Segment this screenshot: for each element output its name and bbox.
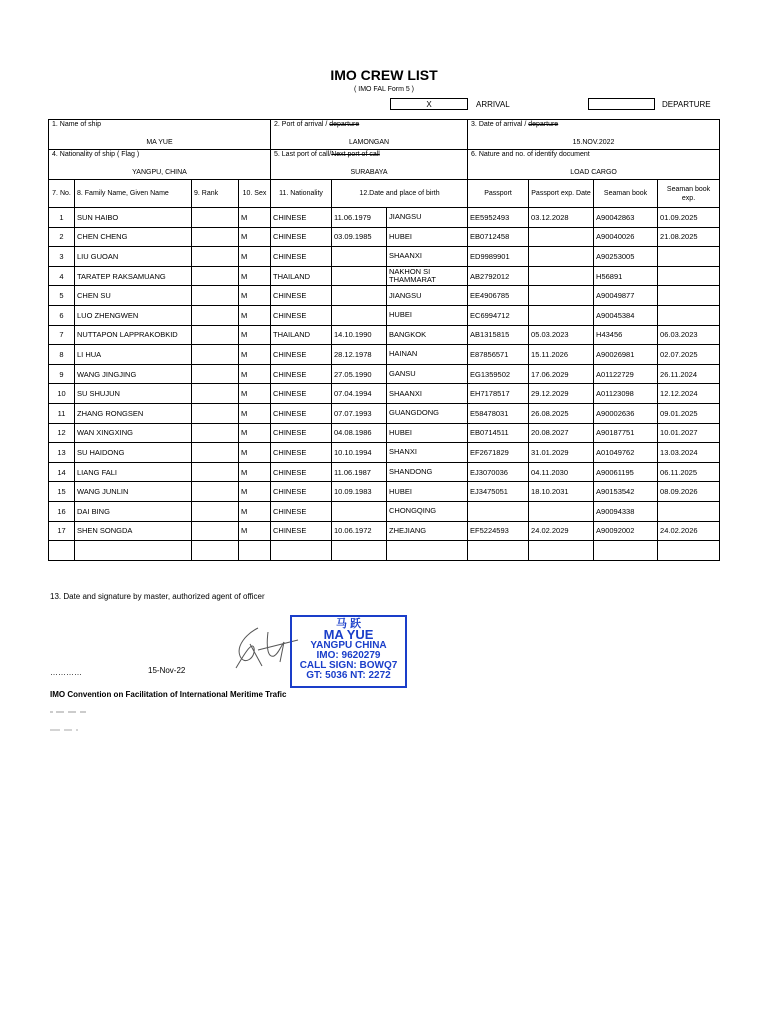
- crew-seaman-book-exp: 13.03.2024: [658, 443, 720, 463]
- port-arrival-cell: [271, 120, 468, 150]
- crew-birth-date: [332, 247, 387, 267]
- crew-birth-date: 07.04.1994: [332, 384, 387, 404]
- crew-seaman-book-exp: [658, 286, 720, 306]
- crew-passport: AB1315815: [468, 325, 529, 345]
- crew-no: 13: [49, 443, 75, 463]
- table-row: [49, 266, 720, 286]
- crew-name: ZHANG RONGSEN: [75, 403, 192, 423]
- crew-no: 7: [49, 325, 75, 345]
- crew-rank: [192, 345, 239, 365]
- crew-seaman-book-exp: 09.01.2025: [658, 403, 720, 423]
- crew-name: SU HAIDONG: [75, 443, 192, 463]
- crew-nationality: CHINESE: [271, 227, 332, 247]
- empty-cell: [529, 541, 594, 561]
- crew-seaman-book-exp: 10.01.2027: [658, 423, 720, 443]
- crew-name: WAN XINGXING: [75, 423, 192, 443]
- crew-name: SHEN SONGDA: [75, 521, 192, 541]
- crew-seaman-book-exp: 06.11.2025: [658, 462, 720, 482]
- table-row: [49, 501, 720, 521]
- crew-nationality: CHINESE: [271, 286, 332, 306]
- crew-name: WANG JINGJING: [75, 364, 192, 384]
- crew-passport-exp: 20.08.2027: [529, 423, 594, 443]
- crew-nationality: CHINESE: [271, 345, 332, 365]
- nature-cell: [468, 150, 720, 180]
- crew-sex: M: [239, 345, 271, 365]
- table-row: [49, 286, 720, 306]
- crew-birth-place: CHONGQING: [387, 501, 468, 521]
- col-seaman-book-header: Seaman book: [594, 180, 658, 208]
- crew-sex: M: [239, 443, 271, 463]
- crew-birth-date: 11.06.1979: [332, 208, 387, 228]
- crew-rank: [192, 501, 239, 521]
- crew-no: 12: [49, 423, 75, 443]
- stamp-line-2: IMO: 9620279: [316, 650, 381, 661]
- crew-no: 14: [49, 462, 75, 482]
- form-title: IMO CREW LIST: [330, 67, 438, 83]
- crew-birth-place: JIANGSU: [387, 208, 468, 228]
- arrival-date-label: 3. Date of arrival /: [471, 121, 529, 128]
- crew-sex: M: [239, 423, 271, 443]
- crew-birth-date: [332, 286, 387, 306]
- ship-info-row-1: [49, 120, 720, 150]
- crew-nationality: CHINESE: [271, 423, 332, 443]
- crew-rank: [192, 364, 239, 384]
- crew-no: 3: [49, 247, 75, 267]
- crew-passport: EF2671829: [468, 443, 529, 463]
- crew-rank: [192, 384, 239, 404]
- empty-table-row: [49, 541, 720, 561]
- crew-passport: EB0714511: [468, 423, 529, 443]
- crew-sex: M: [239, 384, 271, 404]
- stamp-line-3: CALL SIGN: BOWQ7: [299, 660, 398, 671]
- last-port-cell: [271, 150, 468, 180]
- crew-birth-date: 27.05.1990: [332, 364, 387, 384]
- ship-name-value: MA YUE: [146, 139, 173, 146]
- crew-nationality: CHINESE: [271, 247, 332, 267]
- crew-seaman-book: A90094338: [594, 501, 658, 521]
- crew-passport-exp: 24.02.2029: [529, 521, 594, 541]
- crew-birth-date: 11.06.1987: [332, 462, 387, 482]
- departure-checkbox[interactable]: [588, 98, 655, 110]
- nature-label: 6. Nature and no. of identify document: [471, 151, 590, 158]
- crew-seaman-book: H56891: [594, 266, 658, 286]
- empty-cell: [387, 541, 468, 561]
- crew-seaman-book-exp: 08.09.2026: [658, 482, 720, 502]
- crew-nationality: THAILAND: [271, 266, 332, 286]
- crew-name: CHEN CHENG: [75, 227, 192, 247]
- crew-passport-exp: [529, 227, 594, 247]
- crew-passport-exp: [529, 247, 594, 267]
- crew-passport-exp: [529, 266, 594, 286]
- col-no-header: 7. No.: [49, 180, 75, 208]
- table-row: [49, 423, 720, 443]
- crew-passport-exp: 31.01.2029: [529, 443, 594, 463]
- crew-passport: EE4906785: [468, 286, 529, 306]
- crew-name: LUO ZHENGWEN: [75, 305, 192, 325]
- crew-no: 4: [49, 266, 75, 286]
- crew-passport: ED9989901: [468, 247, 529, 267]
- crew-no: 17: [49, 521, 75, 541]
- crew-passport: [468, 501, 529, 521]
- crew-passport: E58478031: [468, 403, 529, 423]
- crew-sex: M: [239, 227, 271, 247]
- crew-passport: AB2792012: [468, 266, 529, 286]
- crew-birth-place: HUBEI: [387, 227, 468, 247]
- crew-seaman-book: A90040026: [594, 227, 658, 247]
- crew-seaman-book: A90092002: [594, 521, 658, 541]
- departure-label: DEPARTURE: [662, 100, 711, 109]
- crew-seaman-book: A01123098: [594, 384, 658, 404]
- next-port-struck: Next port of call: [331, 151, 380, 158]
- empty-cell: [49, 541, 75, 561]
- crew-no: 2: [49, 227, 75, 247]
- crew-birth-place: SHANXI: [387, 443, 468, 463]
- crew-seaman-book: A90253005: [594, 247, 658, 267]
- crew-passport-exp: 26.08.2025: [529, 403, 594, 423]
- crew-passport: EC6994712: [468, 305, 529, 325]
- empty-cell: [271, 541, 332, 561]
- departure-date-struck: departure: [528, 121, 559, 128]
- crew-seaman-book: A90002636: [594, 403, 658, 423]
- crew-birth-place: GUANGDONG: [387, 403, 468, 423]
- table-row: [49, 208, 720, 228]
- crew-passport-exp: 03.12.2028: [529, 208, 594, 228]
- ship-info-row-2: [49, 150, 720, 180]
- ship-name-cell: [49, 120, 271, 150]
- crew-passport: E87856571: [468, 345, 529, 365]
- crew-no: 16: [49, 501, 75, 521]
- crew-no: 9: [49, 364, 75, 384]
- crew-passport-exp: 18.10.2031: [529, 482, 594, 502]
- crew-birth-date: 04.08.1986: [332, 423, 387, 443]
- crew-passport: EJ3475051: [468, 482, 529, 502]
- crew-birth-date: 10.06.1972: [332, 521, 387, 541]
- crew-no: 11: [49, 403, 75, 423]
- crew-rank: [192, 247, 239, 267]
- table-row: [49, 305, 720, 325]
- crew-birth-place: GANSU: [387, 364, 468, 384]
- crew-birth-date: 10.10.1994: [332, 443, 387, 463]
- form-subtitle: ( IMO FAL Form 5 ): [353, 86, 415, 93]
- col-name-header: 8. Family Name, Given Name: [75, 180, 192, 208]
- ship-stamp: [290, 615, 407, 688]
- crew-seaman-book-exp: 24.02.2026: [658, 521, 720, 541]
- crew-passport-exp: 17.06.2029: [529, 364, 594, 384]
- crew-sex: M: [239, 364, 271, 384]
- empty-cell: [192, 541, 239, 561]
- crew-birth-date: 14.10.1990: [332, 325, 387, 345]
- crew-seaman-book: A90187751: [594, 423, 658, 443]
- col-birth-header: 12.Date and place of birth: [332, 180, 468, 208]
- crew-birth-place: HUBEI: [387, 423, 468, 443]
- table-row: [49, 227, 720, 247]
- crew-nationality: THAILAND: [271, 325, 332, 345]
- crew-rank: [192, 403, 239, 423]
- crew-birth-place: ZHEJIANG: [387, 521, 468, 541]
- table-row: [49, 247, 720, 267]
- crew-birth-place: SHAANXI: [387, 247, 468, 267]
- crew-passport: EE5952493: [468, 208, 529, 228]
- crew-seaman-book: H43456: [594, 325, 658, 345]
- crew-no: 1: [49, 208, 75, 228]
- crew-name: SUN HAIBO: [75, 208, 192, 228]
- port-departure-struck: departure: [329, 121, 360, 128]
- crew-sex: M: [239, 403, 271, 423]
- empty-cell: [239, 541, 271, 561]
- crew-name: SU SHUJUN: [75, 384, 192, 404]
- empty-cell: [594, 541, 658, 561]
- crew-sex: M: [239, 501, 271, 521]
- crew-seaman-book: A90153542: [594, 482, 658, 502]
- table-row: [49, 384, 720, 404]
- crew-sex: M: [239, 325, 271, 345]
- crew-seaman-book: A01049762: [594, 443, 658, 463]
- ship-nationality-label: 4. Nationality of ship ( Flag ): [52, 151, 140, 158]
- crew-seaman-book: A90061195: [594, 462, 658, 482]
- crew-passport-exp: [529, 286, 594, 306]
- crew-seaman-book-exp: 21.08.2025: [658, 227, 720, 247]
- table-row: [49, 345, 720, 365]
- crew-birth-place: SHANDONG: [387, 462, 468, 482]
- column-header-row: [49, 180, 720, 208]
- crew-seaman-book: A90049877: [594, 286, 658, 306]
- crew-passport-exp: [529, 501, 594, 521]
- crew-sex: M: [239, 482, 271, 502]
- crew-rank: [192, 482, 239, 502]
- crew-sex: M: [239, 305, 271, 325]
- crew-sex: M: [239, 208, 271, 228]
- crew-seaman-book-exp: [658, 266, 720, 286]
- crew-name: CHEN SU: [75, 286, 192, 306]
- stamp-line-4: GT: 5036 NT: 2272: [306, 670, 391, 681]
- crew-passport-exp: 05.03.2023: [529, 325, 594, 345]
- crew-birth-place: HUBEI: [387, 305, 468, 325]
- crew-name: DAI BING: [75, 501, 192, 521]
- signature-date: 15-Nov-22: [148, 666, 186, 675]
- ship-name-label: 1. Name of ship: [52, 121, 102, 128]
- stamp-line-1: YANGPU CHINA: [310, 640, 387, 651]
- crew-passport: EJ3070036: [468, 462, 529, 482]
- crew-seaman-book: A90042863: [594, 208, 658, 228]
- crew-seaman-book-exp: [658, 305, 720, 325]
- table-row: [49, 364, 720, 384]
- nature-value: LOAD CARGO: [570, 169, 617, 176]
- col-sex-header: 10. Sex: [239, 180, 271, 208]
- crew-seaman-book: A01122729: [594, 364, 658, 384]
- crew-rank: [192, 423, 239, 443]
- crew-birth-date: [332, 305, 387, 325]
- crew-passport-exp: 04.11.2030: [529, 462, 594, 482]
- col-nationality-header: 11. Nationality: [271, 180, 332, 208]
- convention-text: IMO Convention on Facilitation of International Meritime Trafic: [50, 690, 287, 699]
- crew-sex: M: [239, 462, 271, 482]
- crew-nationality: CHINESE: [271, 305, 332, 325]
- crew-nationality: CHINESE: [271, 384, 332, 404]
- arrival-checkbox[interactable]: X: [390, 98, 468, 110]
- crew-seaman-book-exp: 26.11.2024: [658, 364, 720, 384]
- crew-birth-date: [332, 266, 387, 286]
- table-row: [49, 521, 720, 541]
- crew-rank: [192, 521, 239, 541]
- crew-seaman-book: A90045384: [594, 305, 658, 325]
- crew-nationality: CHINESE: [271, 403, 332, 423]
- signature-label: 13. Date and signature by master, authorized agent of officer: [50, 592, 265, 601]
- crew-nationality: CHINESE: [271, 443, 332, 463]
- crew-birth-place: BANGKOK: [387, 325, 468, 345]
- empty-cell: [75, 541, 192, 561]
- col-seaman-book-exp-header: Seaman book exp.: [658, 180, 720, 208]
- crew-birth-date: 10.09.1983: [332, 482, 387, 502]
- crew-seaman-book-exp: [658, 247, 720, 267]
- crew-passport-exp: [529, 305, 594, 325]
- arrival-date-cell: [468, 120, 720, 150]
- crew-birth-date: 28.12.1978: [332, 345, 387, 365]
- crew-seaman-book: A90026981: [594, 345, 658, 365]
- crew-rank: [192, 208, 239, 228]
- last-port-value: SURABAYA: [350, 169, 388, 176]
- crew-birth-place: HAINAN: [387, 345, 468, 365]
- crew-no: 8: [49, 345, 75, 365]
- signature-dots: …………: [50, 668, 82, 677]
- empty-cell: [658, 541, 720, 561]
- crew-rank: [192, 325, 239, 345]
- crew-birth-place: HUBEI: [387, 482, 468, 502]
- crew-nationality: CHINESE: [271, 208, 332, 228]
- col-passport-exp-header: Passport exp. Date: [529, 180, 594, 208]
- crew-birth-place: JIANGSU: [387, 286, 468, 306]
- crew-name: TARATEP RAKSAMUANG: [75, 266, 192, 286]
- crew-sex: M: [239, 521, 271, 541]
- last-port-label: 5. Last port of call/: [274, 151, 332, 158]
- table-row: [49, 482, 720, 502]
- crew-birth-place: SHAANXI: [387, 384, 468, 404]
- crew-rank: [192, 286, 239, 306]
- table-row: [49, 443, 720, 463]
- crew-no: 15: [49, 482, 75, 502]
- col-rank-header: 9. Rank: [192, 180, 239, 208]
- crew-passport: EF5224593: [468, 521, 529, 541]
- crew-rank: [192, 227, 239, 247]
- crew-passport: EG1359502: [468, 364, 529, 384]
- faded-text-mark-2: [50, 727, 80, 733]
- crew-birth-date: 03.09.1985: [332, 227, 387, 247]
- crew-no: 6: [49, 305, 75, 325]
- port-arrival-value: LAMONGAN: [348, 139, 390, 146]
- crew-birth-date: [332, 501, 387, 521]
- crew-name: LIANG FALI: [75, 462, 192, 482]
- crew-rank: [192, 462, 239, 482]
- crew-name: LI HUA: [75, 345, 192, 365]
- crew-rank: [192, 266, 239, 286]
- crew-passport-exp: 15.11.2026: [529, 345, 594, 365]
- crew-rows: [49, 208, 720, 561]
- crew-nationality: CHINESE: [271, 501, 332, 521]
- stamp-ship-name: MA YUE: [323, 627, 374, 642]
- crew-birth-date: 07.07.1993: [332, 403, 387, 423]
- crew-seaman-book-exp: 01.09.2025: [658, 208, 720, 228]
- crew-nationality: CHINESE: [271, 521, 332, 541]
- crew-passport-exp: 29.12.2029: [529, 384, 594, 404]
- col-passport-header: Passport: [468, 180, 529, 208]
- crew-name: WANG JUNLIN: [75, 482, 192, 502]
- crew-sex: M: [239, 247, 271, 267]
- crew-no: 5: [49, 286, 75, 306]
- table-row: [49, 462, 720, 482]
- arrival-date-value: 15.NOV.2022: [572, 139, 615, 146]
- crew-rank: [192, 443, 239, 463]
- crew-passport: EB0712458: [468, 227, 529, 247]
- crew-birth-place: NAKHON SI THAMMARAT: [387, 266, 468, 286]
- crew-name: NUTTAPON LAPPRAKOBKID: [75, 325, 192, 345]
- table-row: [49, 325, 720, 345]
- empty-cell: [332, 541, 387, 561]
- crew-name: LIU GUOAN: [75, 247, 192, 267]
- crew-no: 10: [49, 384, 75, 404]
- arrival-label: ARRIVAL: [476, 100, 510, 109]
- port-arrival-label: 2. Port of arrival /: [274, 121, 330, 128]
- crew-seaman-book-exp: [658, 501, 720, 521]
- stamp-chinese-name: 马 跃: [335, 618, 362, 630]
- crew-nationality: CHINESE: [271, 462, 332, 482]
- crew-sex: M: [239, 266, 271, 286]
- crew-seaman-book-exp: 02.07.2025: [658, 345, 720, 365]
- empty-cell: [468, 541, 529, 561]
- nationality-cell: [49, 150, 271, 180]
- faded-text-mark-1: [50, 709, 88, 715]
- crew-passport: EH7178517: [468, 384, 529, 404]
- crew-seaman-book-exp: 12.12.2024: [658, 384, 720, 404]
- crew-seaman-book-exp: 06.03.2023: [658, 325, 720, 345]
- crew-sex: M: [239, 286, 271, 306]
- table-row: [49, 403, 720, 423]
- ship-nationality-value: YANGPU, CHINA: [132, 169, 187, 176]
- crew-nationality: CHINESE: [271, 482, 332, 502]
- crew-table: [48, 119, 720, 561]
- crew-rank: [192, 305, 239, 325]
- crew-nationality: CHINESE: [271, 364, 332, 384]
